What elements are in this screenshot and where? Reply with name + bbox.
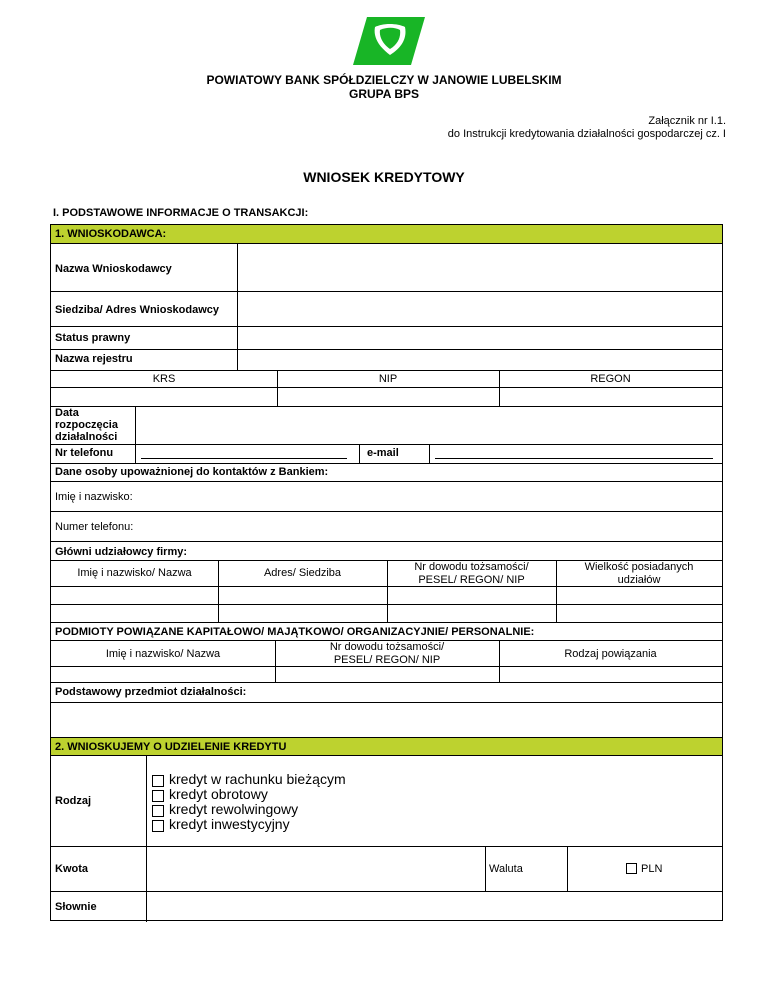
contact-phone-label: Numer telefonu: — [55, 521, 134, 533]
document-title: WNIOSEK KREDYTOWY — [303, 169, 465, 185]
contact-heading: Dane osoby upoważnionej do kontaktów z Bankiem: — [55, 466, 329, 478]
related-entities-heading: PODMIOTY POWIĄZANE KAPITAŁOWO/ MAJĄTKOWO/ ORGANIZACYJNIE/ PERSONALNIE: — [55, 626, 535, 638]
start-date-field[interactable] — [139, 409, 719, 443]
amount-in-words-label: Słownie — [55, 901, 97, 913]
shareholder-row[interactable] — [51, 587, 722, 603]
contact-name-label: Imię i nazwisko: — [55, 491, 133, 503]
legal-status-field[interactable] — [243, 328, 713, 348]
applicant-address-label: Siedziba/ Adres Wnioskodawcy — [55, 304, 220, 316]
shareholder-col-shares: Wielkość posiadanych udziałów — [584, 561, 694, 586]
shareholder-row[interactable] — [51, 605, 722, 621]
core-activity-field[interactable] — [53, 704, 720, 736]
shareholder-col-address: Adres/ Siedziba — [263, 567, 342, 579]
credit-application-form — [50, 224, 723, 921]
option-working-capital-checkbox[interactable] — [152, 790, 164, 802]
start-date-label: Data rozpoczęcia działalności — [55, 407, 118, 443]
currency-pln-checkbox[interactable] — [626, 863, 637, 874]
shareholders-heading: Główni udziałowcy firmy: — [55, 546, 188, 558]
option-overdraft-checkbox[interactable] — [152, 775, 164, 787]
legal-status-label: Status prawny — [55, 332, 131, 344]
applicant-name-field[interactable] — [243, 247, 713, 291]
option-revolving-checkbox[interactable] — [152, 805, 164, 817]
option-revolving-label: kredyt rewolwingowy — [169, 801, 299, 817]
annex-reference: do Instrukcji kredytowania działalności gospodarczej cz. I — [447, 128, 726, 140]
nip-field[interactable] — [279, 389, 497, 404]
applicant-address-field[interactable] — [243, 295, 713, 325]
phone-field[interactable] — [141, 458, 347, 459]
currency-label: Waluta — [489, 863, 523, 875]
option-investment-label: kredyt inwestycyjny — [169, 816, 290, 832]
currency-pln-label: PLN — [641, 863, 663, 875]
related-entity-row[interactable] — [51, 667, 722, 682]
phone-label: Nr telefonu — [55, 447, 114, 459]
section-heading: I. PODSTAWOWE INFORMACJE O TRANSAKCJI: — [53, 207, 309, 219]
email-label: e-mail — [367, 447, 399, 459]
email-field[interactable] — [435, 458, 713, 459]
krs-label: KRS — [152, 373, 176, 385]
related-col-id: Nr dowodu tożsamości/ PESEL/ REGON/ NIP — [329, 641, 445, 666]
annex-number: Załącznik nr I.1. — [648, 115, 726, 127]
core-activity-heading: Podstawowy przedmiot działalności: — [55, 686, 247, 698]
option-overdraft-label: kredyt w rachunku bieżącym — [169, 771, 346, 787]
applicant-section-band: 1. WNIOSKODAWCA: — [51, 225, 722, 244]
bank-name: POWIATOWY BANK SPÓŁDZIELCZY W JANOWIE LUBELSKIM — [206, 73, 562, 87]
credit-section-band: 2. WNIOSKUJEMY O UDZIELENIE KREDYTU — [51, 737, 722, 756]
credit-type-label: Rodzaj — [55, 795, 92, 807]
register-name-field[interactable] — [243, 351, 713, 369]
related-col-name: Imię i nazwisko/ Nazwa — [105, 648, 221, 660]
amount-label: Kwota — [55, 863, 88, 875]
shareholder-col-name: Imię i nazwisko/ Nazwa — [77, 567, 192, 579]
option-investment-checkbox[interactable] — [152, 820, 164, 832]
bank-bps-logo-icon — [353, 17, 425, 65]
amount-field[interactable] — [151, 849, 481, 889]
related-col-type: Rodzaj powiązania — [564, 648, 657, 660]
shareholder-col-id: Nr dowodu tożsamości/ PESEL/ REGON/ NIP — [414, 561, 529, 586]
regon-field[interactable] — [501, 389, 720, 404]
krs-field[interactable] — [53, 389, 275, 404]
amount-in-words-field[interactable] — [151, 893, 719, 920]
bank-group: GRUPA BPS — [348, 87, 419, 101]
option-working-capital-label: kredyt obrotowy — [169, 786, 268, 802]
applicant-name-label: Nazwa Wnioskodawcy — [55, 263, 172, 275]
regon-label: REGON — [590, 373, 631, 385]
nip-label: NIP — [378, 373, 398, 385]
register-name-label: Nazwa rejestru — [55, 353, 133, 365]
